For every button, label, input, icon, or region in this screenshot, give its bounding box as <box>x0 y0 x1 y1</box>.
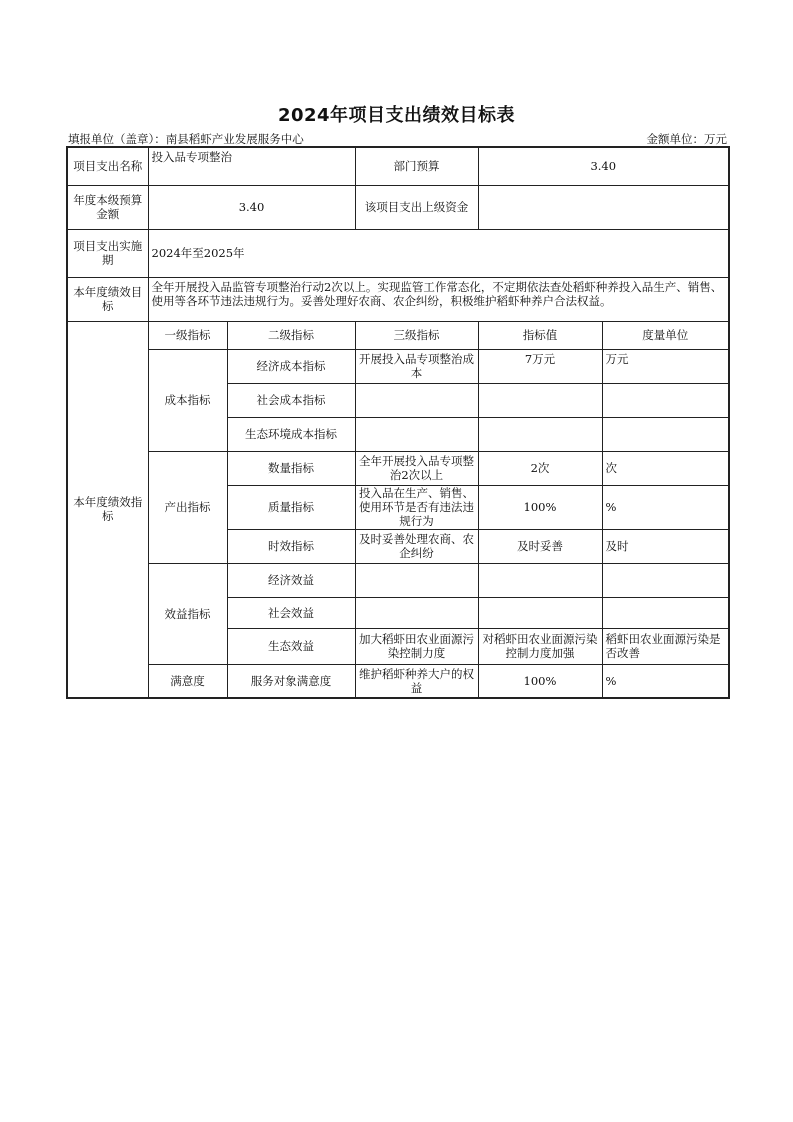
unit-cell <box>602 563 729 597</box>
header-value: 指标值 <box>478 321 602 349</box>
level2-cell: 生态效益 <box>227 628 355 664</box>
level3-cell: 全年开展投入品专项整治2次以上 <box>355 451 478 485</box>
annual-budget-label: 年度本级预算金额 <box>67 185 148 229</box>
value-cell: 7万元 <box>478 349 602 383</box>
annual-goal-label: 本年度绩效目标 <box>67 277 148 321</box>
upper-funds-value <box>478 185 729 229</box>
level2-cell: 时效指标 <box>227 529 355 563</box>
level1-benefit: 效益指标 <box>148 563 227 664</box>
level3-cell: 及时妥善处理农商、农企纠纷 <box>355 529 478 563</box>
value-cell: 及时妥善 <box>478 529 602 563</box>
level2-cell: 服务对象满意度 <box>227 664 355 698</box>
page-title: 2024年项目支出绩效目标表 <box>277 105 516 126</box>
value-cell <box>478 383 602 417</box>
value-cell <box>478 597 602 628</box>
level3-cell: 开展投入品专项整治成本 <box>355 349 478 383</box>
level2-cell: 数量指标 <box>227 451 355 485</box>
indicators-section-label: 本年度绩效指标 <box>67 321 148 698</box>
level3-cell <box>355 417 478 451</box>
unit-cell: 次 <box>602 451 729 485</box>
level1-cost: 成本指标 <box>148 349 227 451</box>
value-cell <box>478 563 602 597</box>
header-level3: 三级指标 <box>355 321 478 349</box>
level2-cell: 质量指标 <box>227 485 355 529</box>
level1-satisfaction: 满意度 <box>148 664 227 698</box>
upper-funds-label: 该项目支出上级资金 <box>355 185 478 229</box>
unit-cell <box>602 597 729 628</box>
value-cell: 对稻虾田农业面源污染控制力度加强 <box>478 628 602 664</box>
unit-cell <box>602 417 729 451</box>
level2-cell: 经济成本指标 <box>227 349 355 383</box>
period-value: 2024年至2025年 <box>148 229 729 277</box>
level3-cell: 维护稻虾种养大户的权益 <box>355 664 478 698</box>
dept-budget-value: 3.40 <box>478 147 729 185</box>
header-level2: 二级指标 <box>227 321 355 349</box>
unit-cell: % <box>602 485 729 529</box>
level3-cell <box>355 563 478 597</box>
unit-cell: 稻虾田农业面源污染是否改善 <box>602 628 729 664</box>
unit-cell: 万元 <box>602 349 729 383</box>
level1-output: 产出指标 <box>148 451 227 563</box>
level2-cell: 社会成本指标 <box>227 383 355 417</box>
header-level1: 一级指标 <box>148 321 227 349</box>
value-cell <box>478 417 602 451</box>
unit-cell <box>602 383 729 417</box>
period-label: 项目支出实施期 <box>67 229 148 277</box>
value-cell: 100% <box>478 485 602 529</box>
value-cell: 100% <box>478 664 602 698</box>
header-unit: 度量单位 <box>602 321 729 349</box>
level3-cell <box>355 383 478 417</box>
project-name-label: 项目支出名称 <box>67 147 148 185</box>
level3-cell: 加大稻虾田农业面源污染控制力度 <box>355 628 478 664</box>
level3-cell <box>355 597 478 628</box>
currency-unit: 金额单位：万元 <box>646 132 727 146</box>
level3-cell: 投入品在生产、销售、使用环节是否有违法违规行为 <box>355 485 478 529</box>
annual-budget-value: 3.40 <box>148 185 355 229</box>
value-cell: 2次 <box>478 451 602 485</box>
performance-target-table <box>66 146 730 699</box>
unit-cell: % <box>602 664 729 698</box>
level2-cell: 社会效益 <box>227 597 355 628</box>
unit-cell: 及时 <box>602 529 729 563</box>
annual-goal-value: 全年开展投入品监管专项整治行动2次以上。实现监管工作常态化，不定期依法查处稻虾种养投入品生产、销售、使用等各环节违法违规行为。妥善处理好农商、农企纠纷，积极维护稻虾种养户合法权益。 <box>148 277 729 321</box>
filing-unit: 填报单位（盖章）：南县稻虾产业发展服务中心 <box>68 132 304 146</box>
level2-cell: 经济效益 <box>227 563 355 597</box>
dept-budget-label: 部门预算 <box>355 147 478 185</box>
project-name-value: 投入品专项整治 <box>148 147 355 185</box>
level2-cell: 生态环境成本指标 <box>227 417 355 451</box>
